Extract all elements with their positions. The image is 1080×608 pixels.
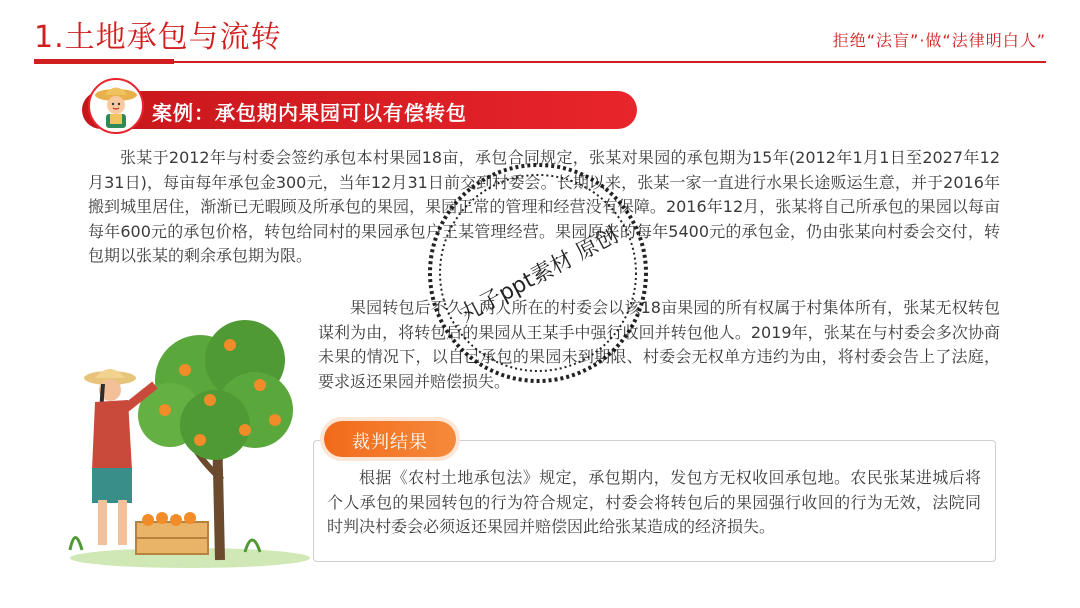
case-heading: 案例：承包期内果园可以有偿转包	[152, 101, 467, 125]
verdict-label: 裁判结果	[352, 432, 428, 453]
case-paragraph-2: 果园转包后不久，两人所在的村委会以该18亩果园的所有权属于村集体所有，张某无权转包谋利为由，将转包后的果园从王某手中强行收回并转包他人。2019年，张某在与村委会多次协商未果的情况下，以自己承包的果园未到期限、村委会无权单方违约为由，将村委会告上了法庭，要求返还果园并赔偿损失。	[318, 298, 1000, 391]
watermark-stamp	[423, 158, 653, 388]
title-divider-accent	[34, 59, 174, 64]
verdict-text: 根据《农村土地承包法》规定，承包期内，发包方无权收回承包地。农民张某进城后将个人承包的果园转包的行为符合规定，村委会将转包后的果园强行收回的行为无效，法院同时判决村委会必须返还果园并赔偿因此给张某造成的经济损失。	[327, 468, 981, 536]
watermark-text: 丸子ppt素材 原创	[455, 222, 623, 328]
case-paragraph-1: 张某于2012年与村委会签约承包本村果园18亩，承包合同规定，张某对果园的承包期为15年(2012年1月1日至2027年12月31日)，每亩每年承包金300元，当年12月31日前交到村委会。长期以来，张某一家一直进行水果长途贩运生意，并于2016年搬到城里居住，渐渐已无暇顾及所承包的果园，果园正常的管理和经营没有保障。2016年12月，张某将自己所承包的果园以每亩每年600元的承包价格，转包给同村的果园承包户王某管理经营。果园原来的每年5400元的承包金，仍由张某向村委会交付，转包期以张某的剩余承包期为限。	[88, 148, 1000, 265]
farmer-avatar-icon	[88, 78, 144, 134]
case-heading-bar	[82, 91, 637, 129]
verdict-label-pill	[324, 421, 456, 457]
slogan: 拒绝“法盲”·做“法律明白人”	[832, 31, 1046, 50]
orchard-farmer-illustration	[40, 300, 310, 570]
title-divider	[34, 61, 1046, 63]
page-title: 1.土地承包与流转	[34, 20, 282, 55]
